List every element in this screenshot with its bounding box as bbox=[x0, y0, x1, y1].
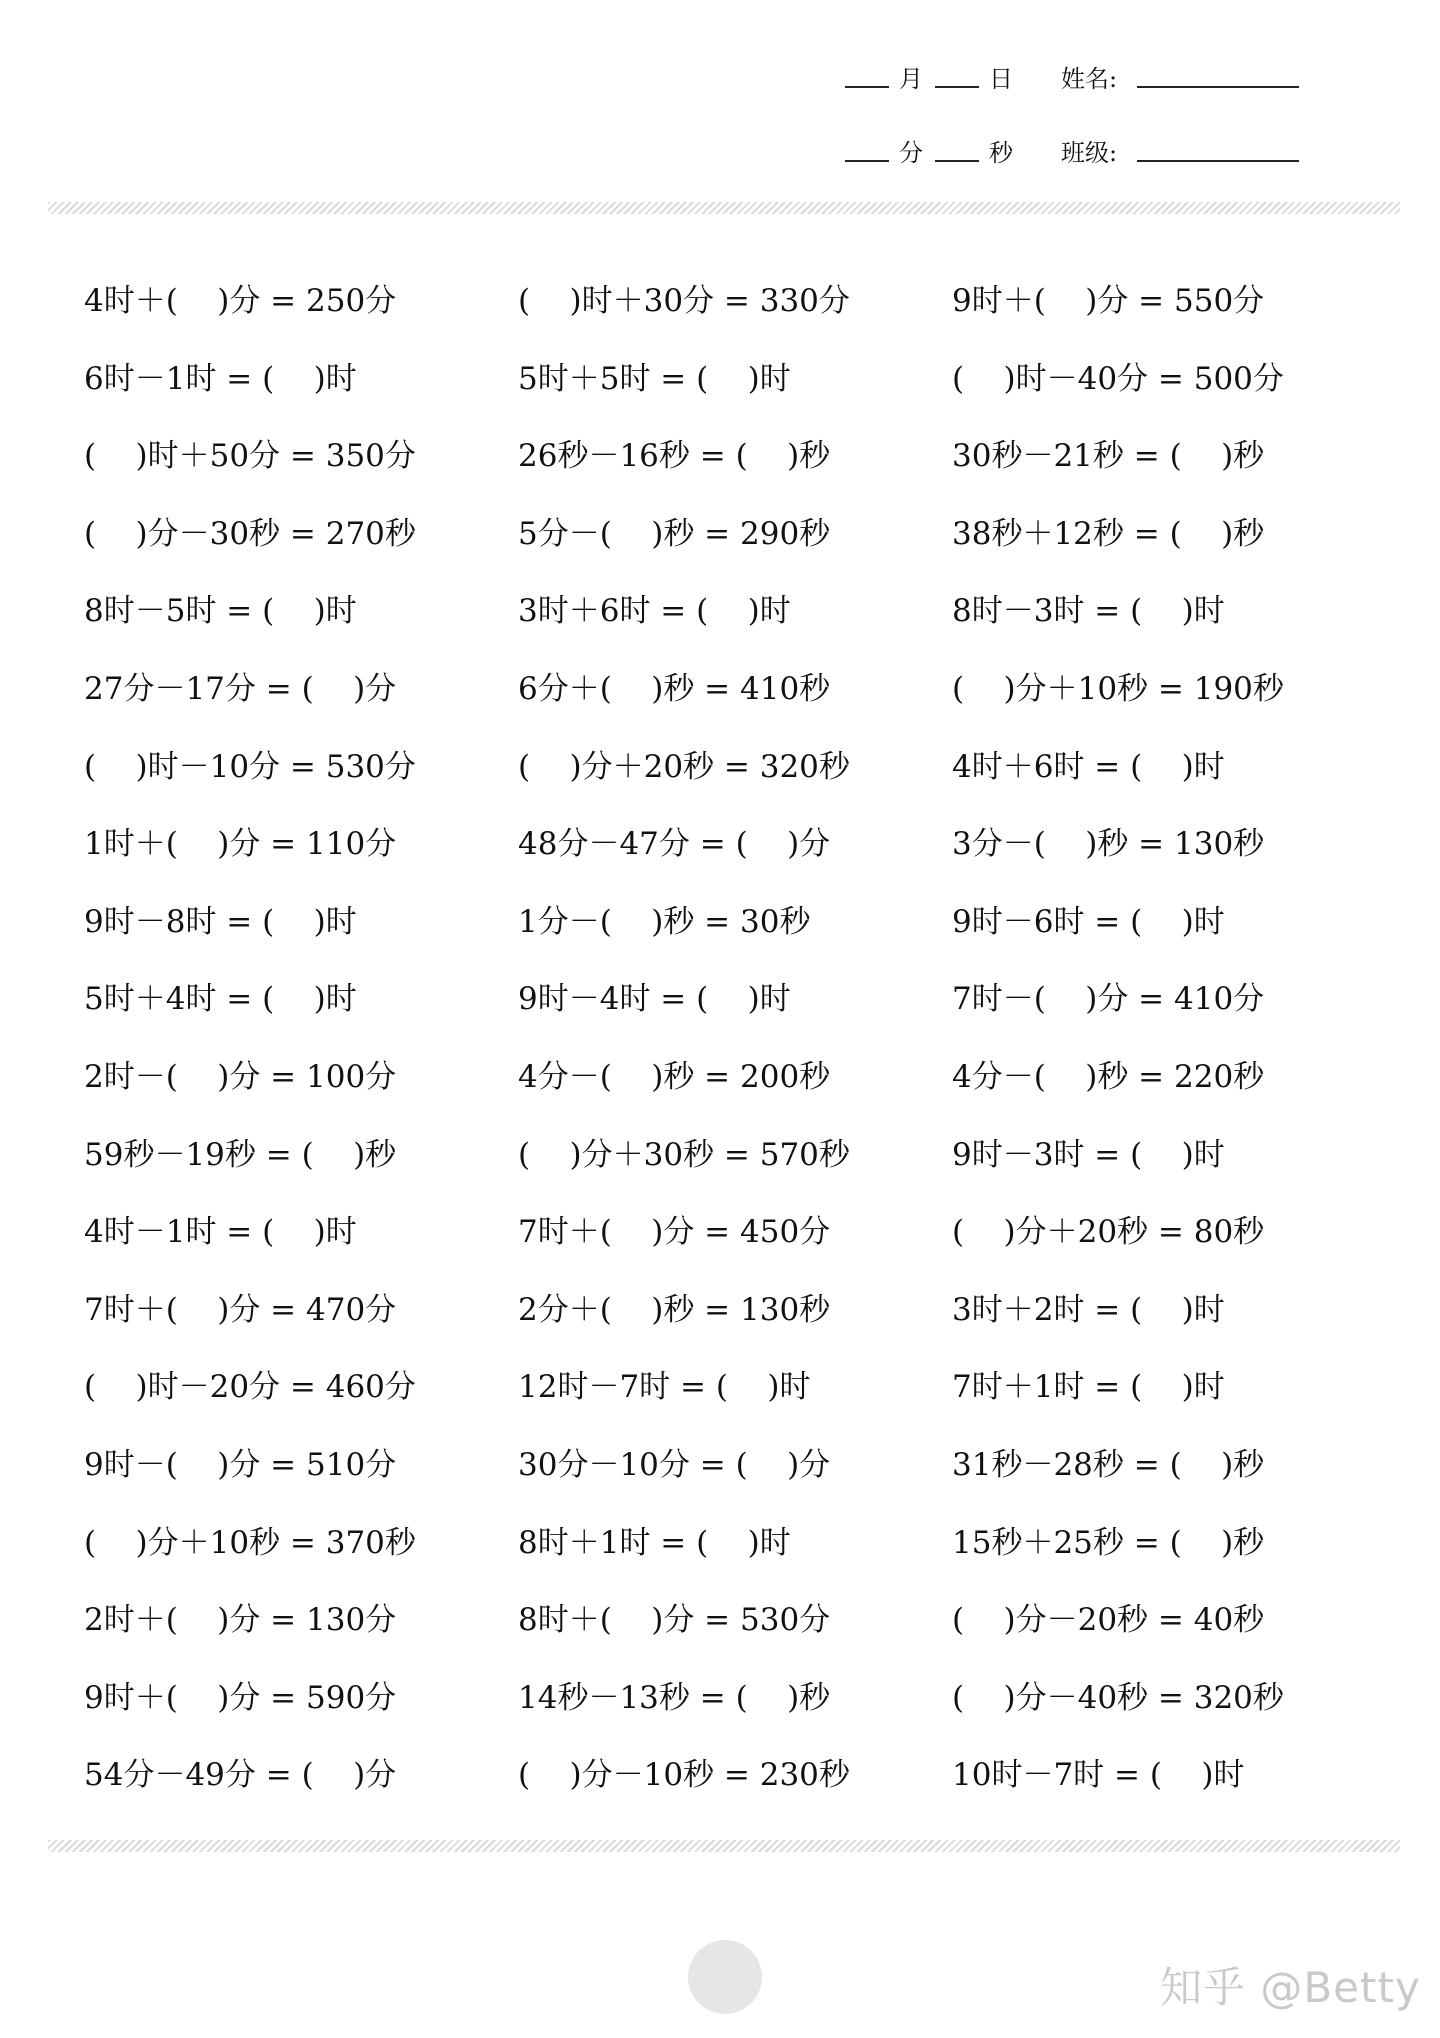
problem-item: 5时＋4时 = ( )时 bbox=[84, 981, 357, 1018]
problem-item: ( )分－40秒 = 320秒 bbox=[952, 1679, 1284, 1716]
problem-item: 9时－3时 = ( )时 bbox=[952, 1136, 1225, 1173]
problem-item: 14秒－13秒 = ( )秒 bbox=[518, 1679, 831, 1716]
problem-item: ( )时＋30分 = 330分 bbox=[518, 283, 850, 319]
problem-item: 6分＋( )秒 = 410秒 bbox=[518, 670, 831, 707]
problem-item: 8时－5时 = ( )时 bbox=[84, 593, 357, 630]
problem-item: ( )分＋30秒 = 570秒 bbox=[518, 1136, 850, 1173]
problem-item: 7时＋( )分 = 470分 bbox=[84, 1291, 397, 1328]
problem-item: 8时＋1时 = ( )时 bbox=[518, 1524, 791, 1561]
problem-item: ( )分－30秒 = 270秒 bbox=[84, 515, 416, 552]
problem-item: 54分－49分 = ( )分 bbox=[84, 1757, 397, 1794]
problem-item: 59秒－19秒 = ( )秒 bbox=[84, 1136, 397, 1173]
problem-item: 15秒＋25秒 = ( )秒 bbox=[952, 1524, 1265, 1561]
problem-item: 2分＋( )秒 = 130秒 bbox=[518, 1291, 831, 1328]
day-label: 日 bbox=[989, 64, 1013, 93]
bottom-hatched-divider bbox=[48, 1840, 1400, 1852]
problem-item: 6时－1时 = ( )时 bbox=[84, 360, 357, 397]
problem-item: 38秒＋12秒 = ( )秒 bbox=[952, 515, 1265, 552]
problem-item: 8时＋( )分 = 530分 bbox=[518, 1602, 831, 1639]
problem-item: 4时＋6时 = ( )时 bbox=[952, 748, 1225, 785]
problem-item: ( )分－20秒 = 40秒 bbox=[952, 1602, 1265, 1639]
problem-item: 27分－17分 = ( )分 bbox=[84, 670, 397, 707]
problem-item: 30分－10分 = ( )分 bbox=[518, 1446, 831, 1483]
problem-item: ( )分＋10秒 = 190秒 bbox=[952, 670, 1284, 707]
month-label: 月 bbox=[899, 64, 923, 93]
class-blank[interactable] bbox=[1137, 138, 1299, 162]
problem-item: 9时＋( )分 = 590分 bbox=[84, 1679, 397, 1716]
header-row-time-class bbox=[845, 130, 1299, 170]
problem-item: ( )分－10秒 = 230秒 bbox=[518, 1757, 850, 1794]
problem-item: 2时－( )分 = 100分 bbox=[84, 1058, 397, 1095]
problem-item: 26秒－16秒 = ( )秒 bbox=[518, 438, 831, 475]
month-blank[interactable] bbox=[845, 64, 889, 88]
problem-item: ( )分＋20秒 = 80秒 bbox=[952, 1214, 1265, 1251]
problem-item: ( )分＋20秒 = 320秒 bbox=[518, 748, 850, 785]
problem-item: 9时－( )分 = 510分 bbox=[84, 1446, 397, 1483]
problem-item: 9时－8时 = ( )时 bbox=[84, 903, 357, 940]
problem-item: 10时－7时 = ( )时 bbox=[952, 1757, 1245, 1794]
problem-item: 4分－( )秒 = 220秒 bbox=[952, 1058, 1265, 1095]
problem-item: ( )时－10分 = 530分 bbox=[84, 748, 416, 785]
problem-item: 4时－1时 = ( )时 bbox=[84, 1214, 357, 1251]
problem-item: 1分－( )秒 = 30秒 bbox=[518, 903, 811, 940]
problem-item: 30秒－21秒 = ( )秒 bbox=[952, 438, 1265, 475]
problem-grid bbox=[84, 275, 1384, 1827]
problem-item: 3时＋2时 = ( )时 bbox=[952, 1291, 1225, 1328]
header-row-date-name bbox=[845, 56, 1299, 96]
seconds-blank[interactable] bbox=[935, 138, 979, 162]
day-blank[interactable] bbox=[935, 64, 979, 88]
problem-item: 9时＋( )分 = 550分 bbox=[952, 283, 1265, 319]
name-label: 姓名: bbox=[1061, 64, 1118, 93]
problem-item: ( )时－20分 = 460分 bbox=[84, 1369, 416, 1406]
worksheet-header bbox=[845, 52, 1325, 172]
class-label: 班级: bbox=[1061, 138, 1118, 167]
problem-item: 4时＋( )分 = 250分 bbox=[84, 283, 397, 319]
problem-item: ( )时－40分 = 500分 bbox=[952, 360, 1284, 397]
watermark: 知乎 @Betty bbox=[1160, 1963, 1421, 2012]
problem-item: 9时－6时 = ( )时 bbox=[952, 903, 1225, 940]
problem-item: 7时＋1时 = ( )时 bbox=[952, 1369, 1225, 1406]
seconds-label: 秒 bbox=[989, 138, 1013, 167]
problem-item: 3时＋6时 = ( )时 bbox=[518, 593, 791, 630]
minutes-blank[interactable] bbox=[845, 138, 889, 162]
name-blank[interactable] bbox=[1137, 64, 1299, 88]
problem-item: ( )时＋50分 = 350分 bbox=[84, 438, 416, 475]
problem-item: 9时－4时 = ( )时 bbox=[518, 981, 791, 1018]
problem-item: 4分－( )秒 = 200秒 bbox=[518, 1058, 831, 1095]
problem-item: 5时＋5时 = ( )时 bbox=[518, 360, 791, 397]
minutes-label: 分 bbox=[899, 138, 923, 167]
problem-item: 1时＋( )分 = 110分 bbox=[84, 826, 397, 863]
problem-item: 7时－( )分 = 410分 bbox=[952, 981, 1265, 1018]
problem-item: 5分－( )秒 = 290秒 bbox=[518, 515, 831, 552]
problem-item: 31秒－28秒 = ( )秒 bbox=[952, 1446, 1265, 1483]
page-number-circle bbox=[688, 1940, 762, 2014]
problem-item: 3分－( )秒 = 130秒 bbox=[952, 826, 1265, 863]
problem-item: 2时＋( )分 = 130分 bbox=[84, 1602, 397, 1639]
problem-item: 8时－3时 = ( )时 bbox=[952, 593, 1225, 630]
problem-item: 7时＋( )分 = 450分 bbox=[518, 1214, 831, 1251]
top-hatched-divider bbox=[48, 202, 1400, 214]
problem-item: 48分－47分 = ( )分 bbox=[518, 826, 831, 863]
problem-item: 12时－7时 = ( )时 bbox=[518, 1369, 811, 1406]
problem-item: ( )分＋10秒 = 370秒 bbox=[84, 1524, 416, 1561]
